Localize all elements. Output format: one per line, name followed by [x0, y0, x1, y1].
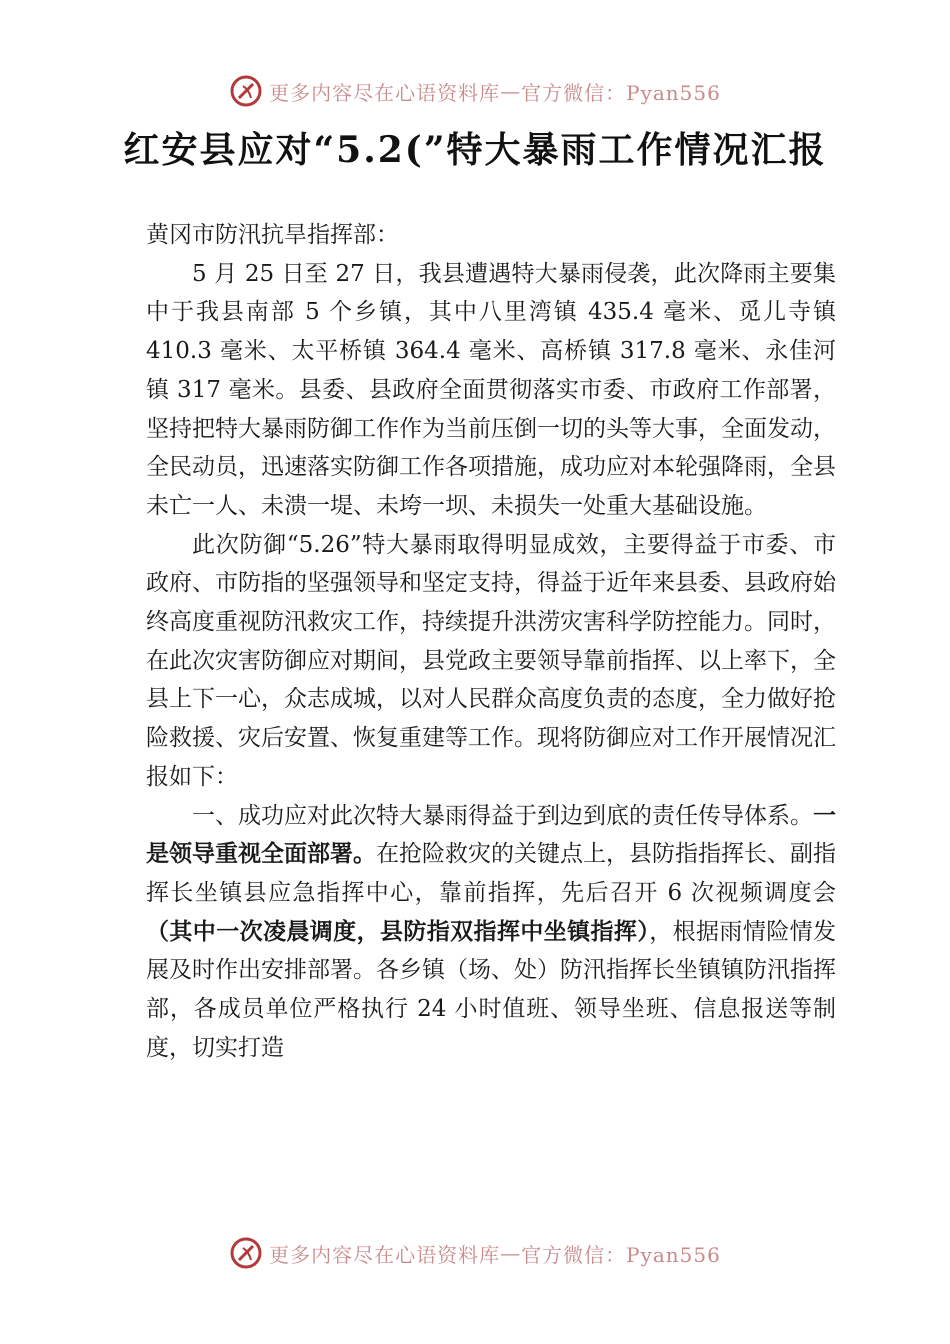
paragraph-3-text-c: 在抢险救灾的关键点上，县防指指挥长、副指挥长坐镇县应急指挥中心，靠前指挥，先后召开 6 次视频调度会: [146, 841, 836, 906]
paragraph-3-bold-b: 一是领导重视全面部署。: [146, 802, 836, 868]
logo-icon: [229, 74, 263, 108]
watermark-text-main: 更多内容尽在心语资料库: [269, 80, 501, 105]
header-watermark: [0, 74, 950, 108]
document-title: 红安县应对“5.2(”特大暴雨工作情况汇报: [123, 129, 827, 171]
paragraph-3-text-e: ，根据雨情险情发展及时作出安排部署。各乡镇（场、处）防汛指挥长坐镇镇防汛指挥部，各成员单位严格执行 24 小时值班、领导坐班、信息报送等制度，切实打造: [146, 918, 837, 1061]
paragraph-1: 5 月 25 日至 27 日，我县遭遇特大暴雨侵袭，此次降雨主要集中于我县南部 5 个乡镇，其中八里湾镇 435.4 毫米、觅儿寺镇 410.3 毫米、太平桥镇 364.4 毫米、高桥镇 317.8 毫米、永佳河镇 317 毫米。县委、县政府全面贯彻落实市委、市政府工作部署，坚持把特大暴雨防御工作作为当前压倒一切的头等大事，全面发动，全民动员，迅速落实防御工作各项措施，成功应对本轮强降雨，全县未亡一人、未溃一堤、未垮一坝、未损失一处重大基础设施。: [146, 260, 836, 519]
watermark-dash: —: [500, 79, 522, 103]
watermark-dash: —: [500, 1241, 522, 1265]
paragraph-3-bold-d: （其中一次凌晨调度，县防指双指挥中坐镇指挥）: [146, 918, 650, 945]
logo-icon: [229, 1236, 263, 1270]
paragraph-3: [146, 797, 836, 1068]
watermark-wechat: 官方微信：Pyan556: [521, 80, 721, 105]
watermark-wechat: 官方微信：Pyan556: [521, 1242, 721, 1267]
watermark-text-main: 更多内容尽在心语资料库: [269, 1242, 501, 1267]
salutation: 黄冈市防汛抗旱指挥部：: [146, 222, 399, 248]
document-body: [146, 216, 836, 1067]
paragraph-3-text-a: 一、成功应对此次特大暴雨得益于到边到底的责任传导体系。: [192, 802, 813, 829]
footer-watermark: [0, 1236, 950, 1270]
paragraph-2: 此次防御“5.26”特大暴雨取得明显成效，主要得益于市委、市政府、市防指的坚强领导和坚定支持，得益于近年来县委、县政府始终高度重视防汛救灾工作，持续提升洪涝灾害科学防控能力。同时，在此次灾害防御应对期间，县党政主要领导靠前指挥、以上率下，全县上下一心，众志成城，以对人民群众高度负责的态度，全力做好抢险救援、灾后安置、恢复重建等工作。现将防御应对工作开展情况汇报如下：: [146, 531, 836, 790]
